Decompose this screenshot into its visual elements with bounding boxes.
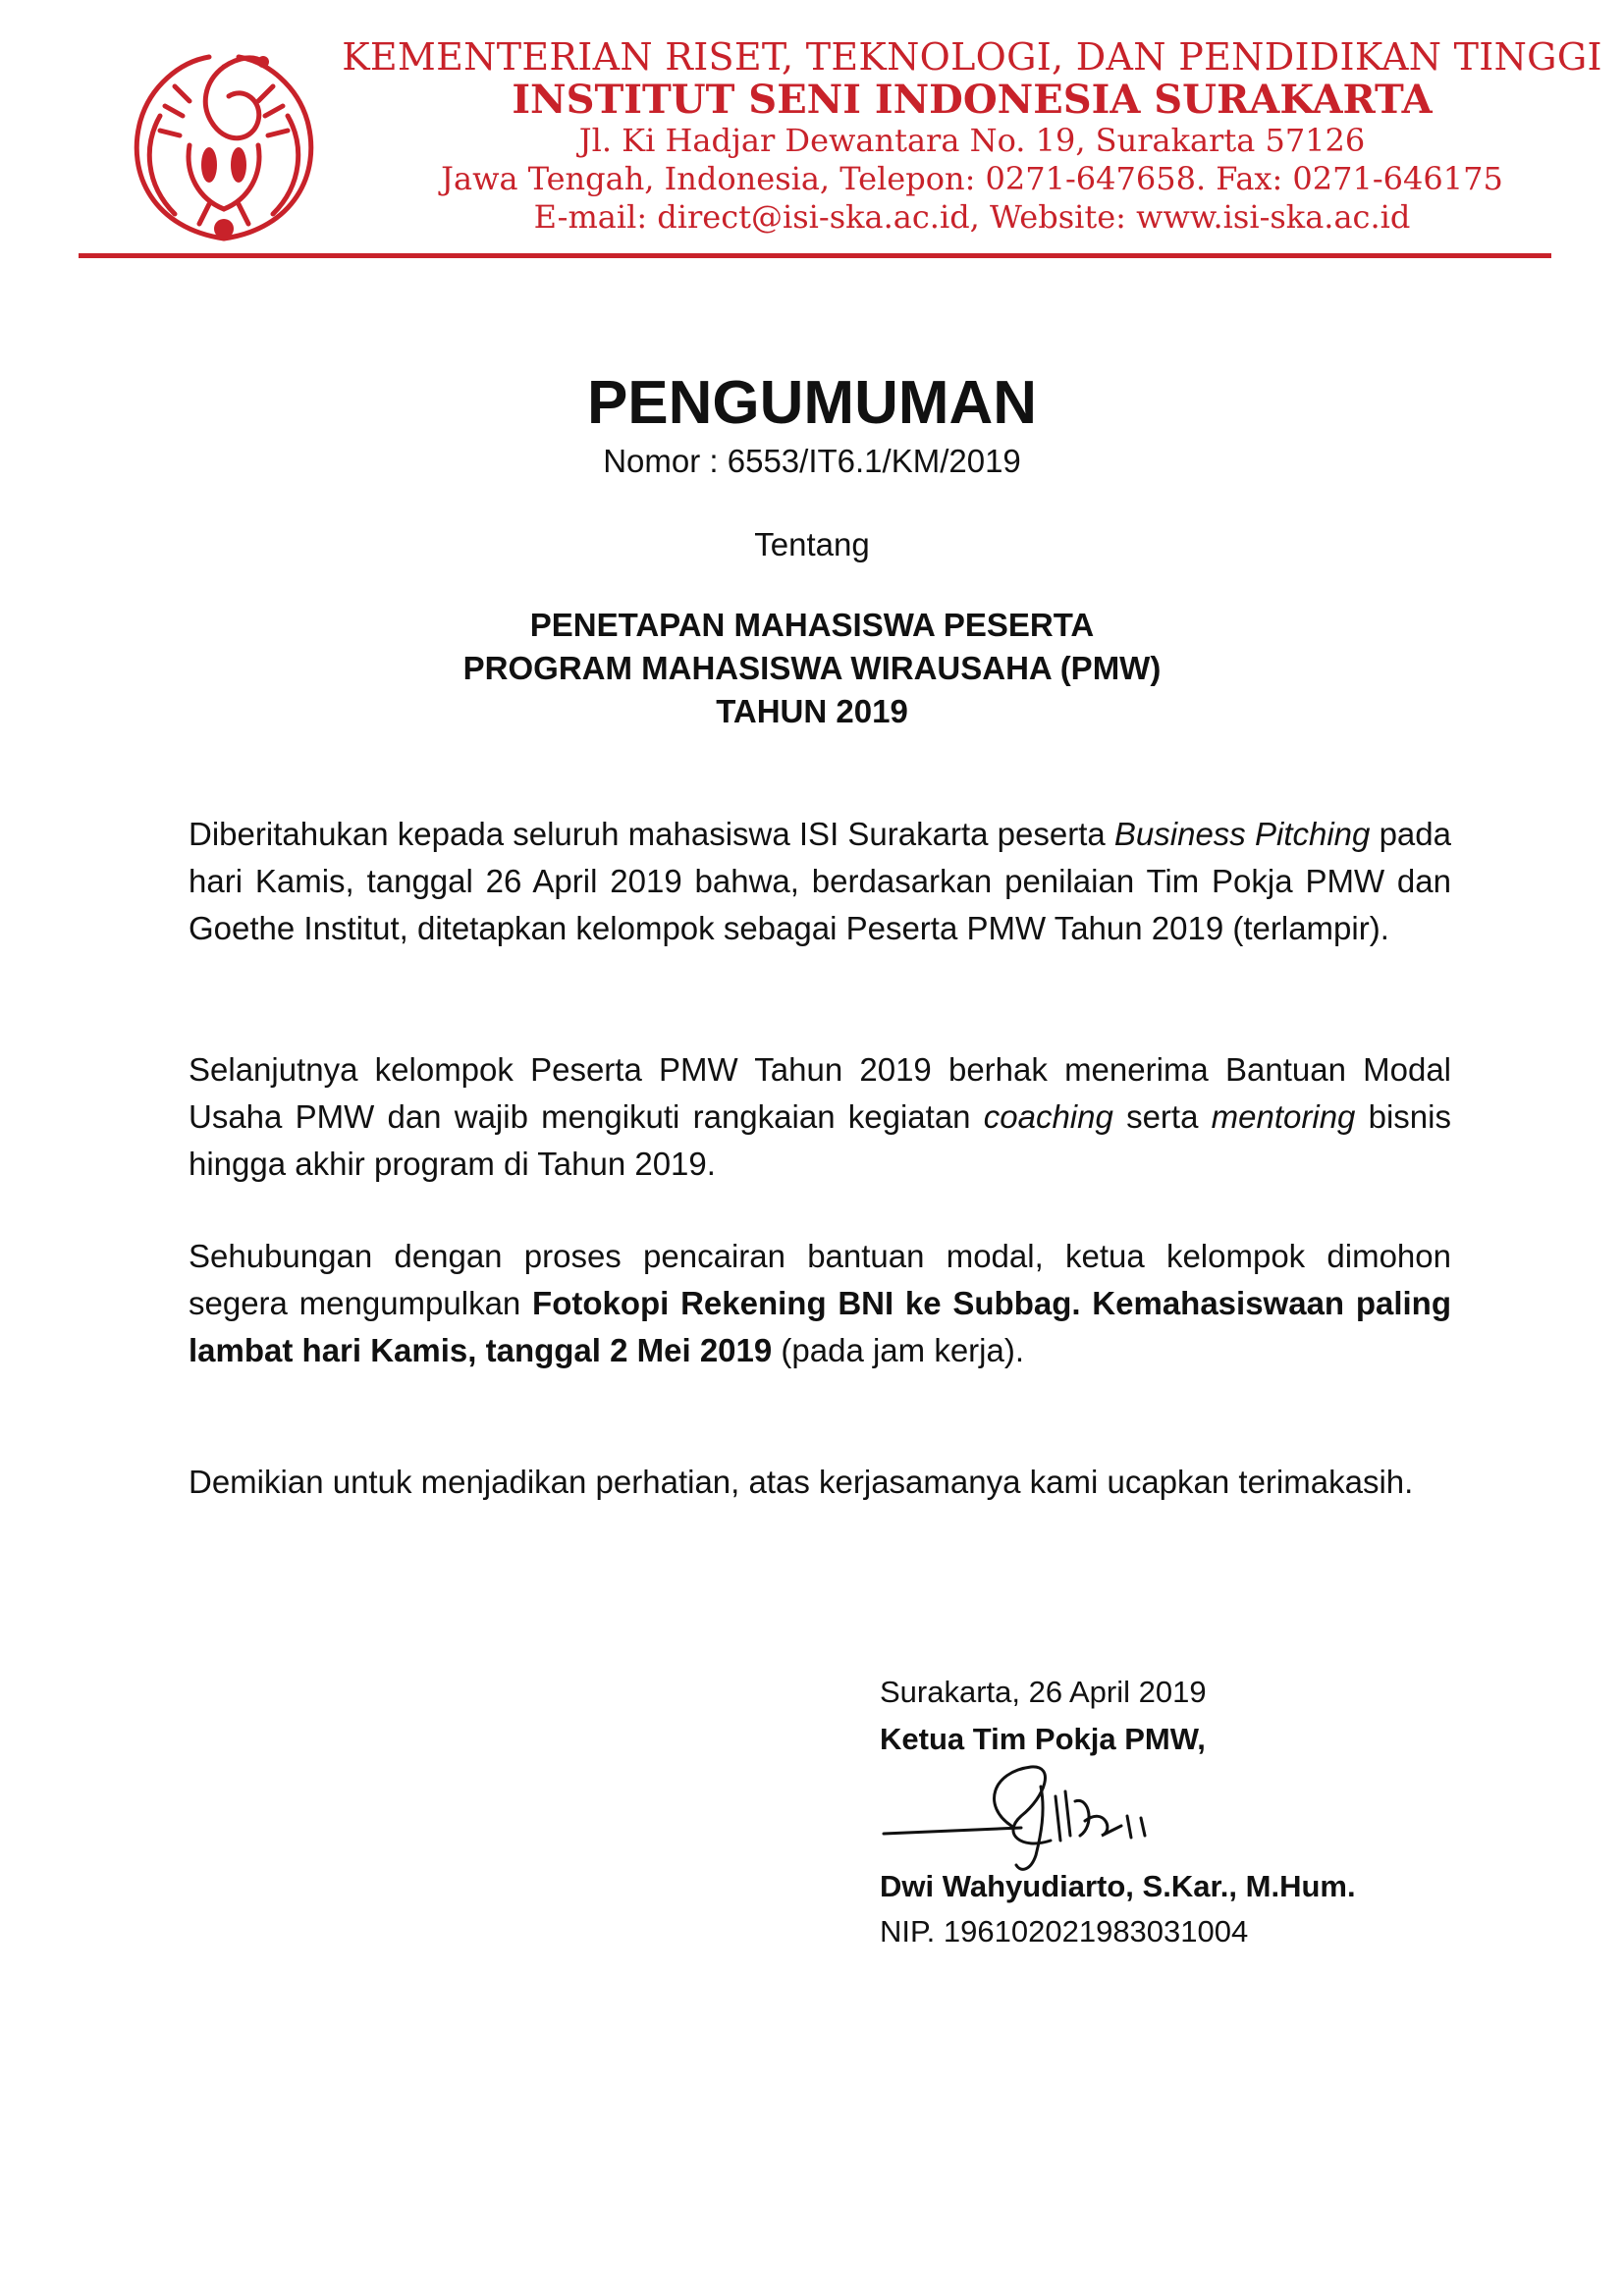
paragraph-text: bisnis hingga akhir program di Tahun 2019. xyxy=(189,1098,1451,1182)
paragraph-italic: coaching xyxy=(983,1098,1113,1135)
paragraph-text: (pada jam kerja). xyxy=(772,1332,1024,1368)
paragraph-1 xyxy=(189,811,1451,952)
signature-place-date: Surakarta, 26 April 2019 xyxy=(880,1675,1207,1709)
subject-line: PENETAPAN MAHASISWA PESERTA xyxy=(529,607,1095,643)
ministry-name: KEMENTERIAN RISET, TEKNOLOGI, DAN PENDIDIKAN TINGGI xyxy=(342,35,1602,79)
letterhead xyxy=(334,35,1610,237)
paragraph-italic: Business Pitching xyxy=(1113,816,1371,852)
institution-contact: Jawa Tengah, Indonesia, Telepon: 0271-647658. Fax: 0271-646175 xyxy=(441,160,1503,197)
paragraph-bold: Fotokopi Rekening BNI ke Subbag. Kemahasiswaan paling lambat hari Kamis, tanggal 2 Mei 2019 xyxy=(189,1285,1451,1368)
signatory-nip: NIP. 196102021983031004 xyxy=(880,1914,1249,1949)
institution-web: E-mail: direct@isi-ska.ac.id, Website: www.isi-ska.ac.id xyxy=(533,198,1411,236)
isi-surakarta-phoenix-logo-icon xyxy=(116,27,332,253)
paragraph-text: Diberitahukan kepada seluruh mahasiswa ISI Surakarta peserta xyxy=(189,816,1114,852)
paragraph-italic: mentoring xyxy=(1211,1098,1356,1135)
institution-address: Jl. Ki Hadjar Dewantara No. 19, Surakarta 57126 xyxy=(578,122,1366,159)
subject-line: PROGRAM MAHASISWA WIRAUSAHA (PMW) xyxy=(462,650,1162,686)
page-title: PENGUMUMAN xyxy=(586,369,1038,437)
subject-line: TAHUN 2019 xyxy=(716,693,908,729)
announcement-subject xyxy=(0,604,1624,733)
institution-name: INSTITUT SENI INDONESIA SURAKARTA xyxy=(512,77,1433,123)
announcement-about: Tentang xyxy=(754,526,870,562)
signatory-name: Dwi Wahyudiarto, S.Kar., M.Hum. xyxy=(880,1869,1356,1903)
signature-role: Ketua Tim Pokja PMW, xyxy=(880,1722,1206,1756)
paragraph-text: Selanjutnya kelompok Peserta PMW Tahun 2019 berhak menerima Bantuan Modal Usaha PMW dan wajib mengikuti rangkaian kegiatan xyxy=(189,1051,1451,1135)
paragraph-2 xyxy=(189,1046,1451,1188)
paragraph-text: Sehubungan dengan proses pencairan bantuan modal, ketua kelompok dimohon segera mengumpulkan xyxy=(189,1238,1451,1321)
paragraph-text: serta xyxy=(1112,1098,1212,1135)
paragraph-text: pada hari Kamis, tanggal 26 April 2019 bahwa, berdasarkan penilaian Tim Pokja PMW dan Goethe Institut, ditetapkan kelompok sebagai Peserta PMW Tahun 2019 (terlampir). xyxy=(189,816,1451,946)
paragraph-text: Demikian untuk menjadikan perhatian, atas kerjasamanya kami ucapkan terimakasih. xyxy=(189,1464,1414,1500)
announcement-number: Nomor : 6553/IT6.1/KM/2019 xyxy=(603,443,1021,479)
letterhead-divider xyxy=(79,253,1551,258)
paragraph-3 xyxy=(189,1233,1451,1374)
paragraph-4 xyxy=(189,1459,1451,1506)
handwritten-signature xyxy=(874,1757,1227,1885)
